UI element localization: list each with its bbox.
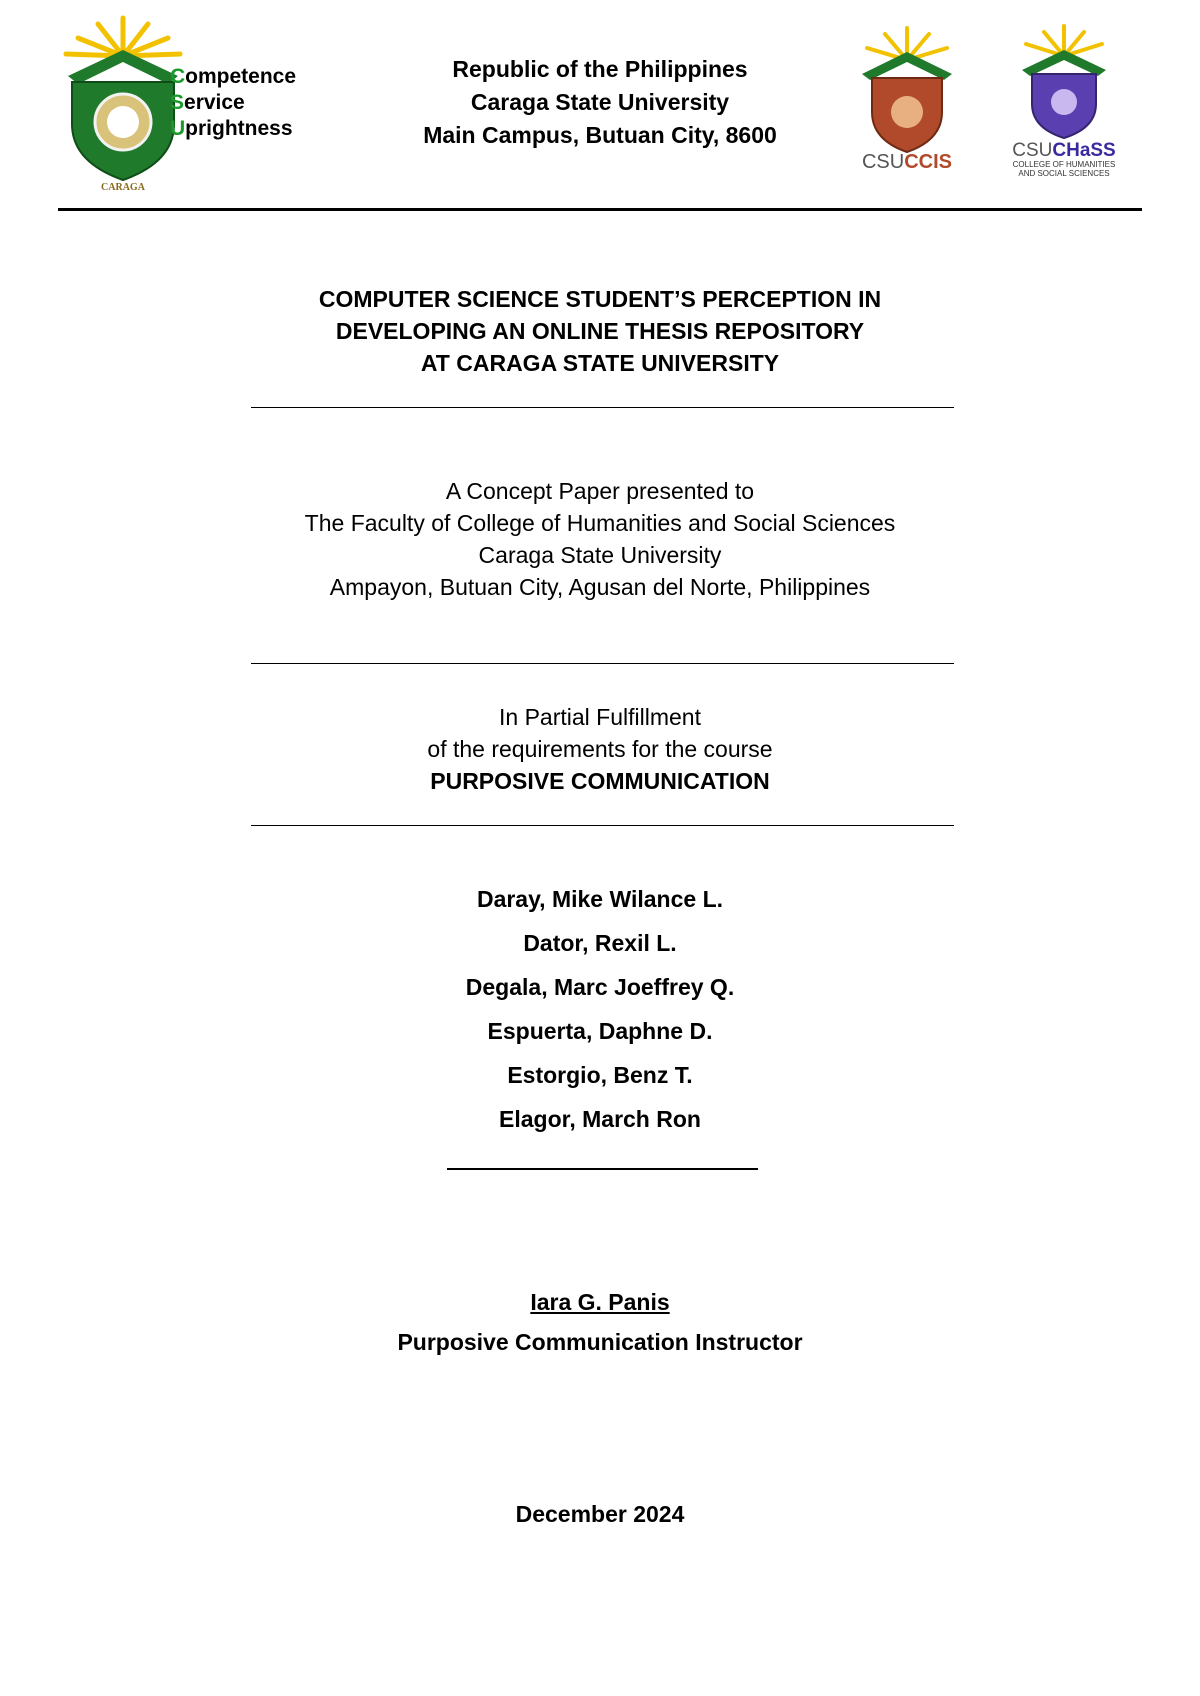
title-line: COMPUTER SCIENCE STUDENT’S PERCEPTION IN bbox=[318, 286, 882, 312]
chass-logo bbox=[996, 22, 1136, 182]
instructor-role: Purposive Communication Instructor bbox=[397, 1329, 803, 1355]
section-divider bbox=[251, 825, 954, 826]
ccis-logo bbox=[852, 22, 962, 170]
concept-line: Ampayon, Butuan City, Agusan del Norte, Philippines bbox=[329, 574, 871, 600]
motto-line: Uprightness bbox=[170, 117, 293, 140]
concept-line: Caraga State University bbox=[478, 542, 722, 568]
author-list bbox=[0, 877, 1200, 1141]
author-name: Espuerta, Daphne D. bbox=[487, 1018, 713, 1044]
section-divider bbox=[251, 407, 954, 408]
title-line: AT CARAGA STATE UNIVERSITY bbox=[420, 350, 780, 376]
section-divider bbox=[251, 663, 954, 664]
header-line: Republic of the Philippines bbox=[452, 56, 748, 82]
fulfillment-line: of the requirements for the course bbox=[427, 736, 773, 762]
course-name: PURPOSIVE COMMUNICATION bbox=[430, 768, 770, 794]
author-name: Estorgio, Benz T. bbox=[507, 1062, 693, 1088]
svg-text:AND SOCIAL SCIENCES: AND SOCIAL SCIENCES bbox=[1018, 169, 1110, 178]
author-name: Degala, Marc Joeffrey Q. bbox=[465, 974, 735, 1000]
title-line: DEVELOPING AN ONLINE THESIS REPOSITORY bbox=[335, 318, 865, 344]
svg-text:CSUCCIS: CSUCCIS bbox=[861, 151, 953, 170]
seal-text-caraga: CARAGA bbox=[101, 182, 145, 193]
author-name: Daray, Mike Wilance L. bbox=[476, 886, 724, 912]
fulfillment-line: In Partial Fulfillment bbox=[499, 704, 701, 730]
instructor-name: Iara G. Panis bbox=[530, 1289, 670, 1315]
concept-line: A Concept Paper presented to bbox=[445, 478, 755, 504]
submission-date: December 2024 bbox=[515, 1501, 685, 1527]
motto-line: Competence bbox=[170, 65, 297, 88]
concept-paper-statement bbox=[0, 475, 1200, 603]
header-divider bbox=[58, 208, 1142, 211]
signature-line bbox=[447, 1168, 758, 1170]
fulfillment-statement bbox=[0, 701, 1200, 797]
header-line: Caraga State University bbox=[470, 89, 730, 115]
concept-line: The Faculty of College of Humanities and Social Sciences bbox=[304, 510, 896, 536]
author-name: Dator, Rexil L. bbox=[523, 930, 677, 956]
svg-text:CSUCHaSS: CSUCHaSS bbox=[1012, 140, 1116, 161]
motto-line: Service bbox=[170, 91, 245, 114]
author-name: Elagor, March Ron bbox=[499, 1106, 701, 1132]
paper-title bbox=[0, 283, 1200, 379]
svg-text:COLLEGE OF HUMANITIES: COLLEGE OF HUMANITIES bbox=[1012, 160, 1116, 169]
header-line: Main Campus, Butuan City, 8600 bbox=[423, 122, 777, 148]
